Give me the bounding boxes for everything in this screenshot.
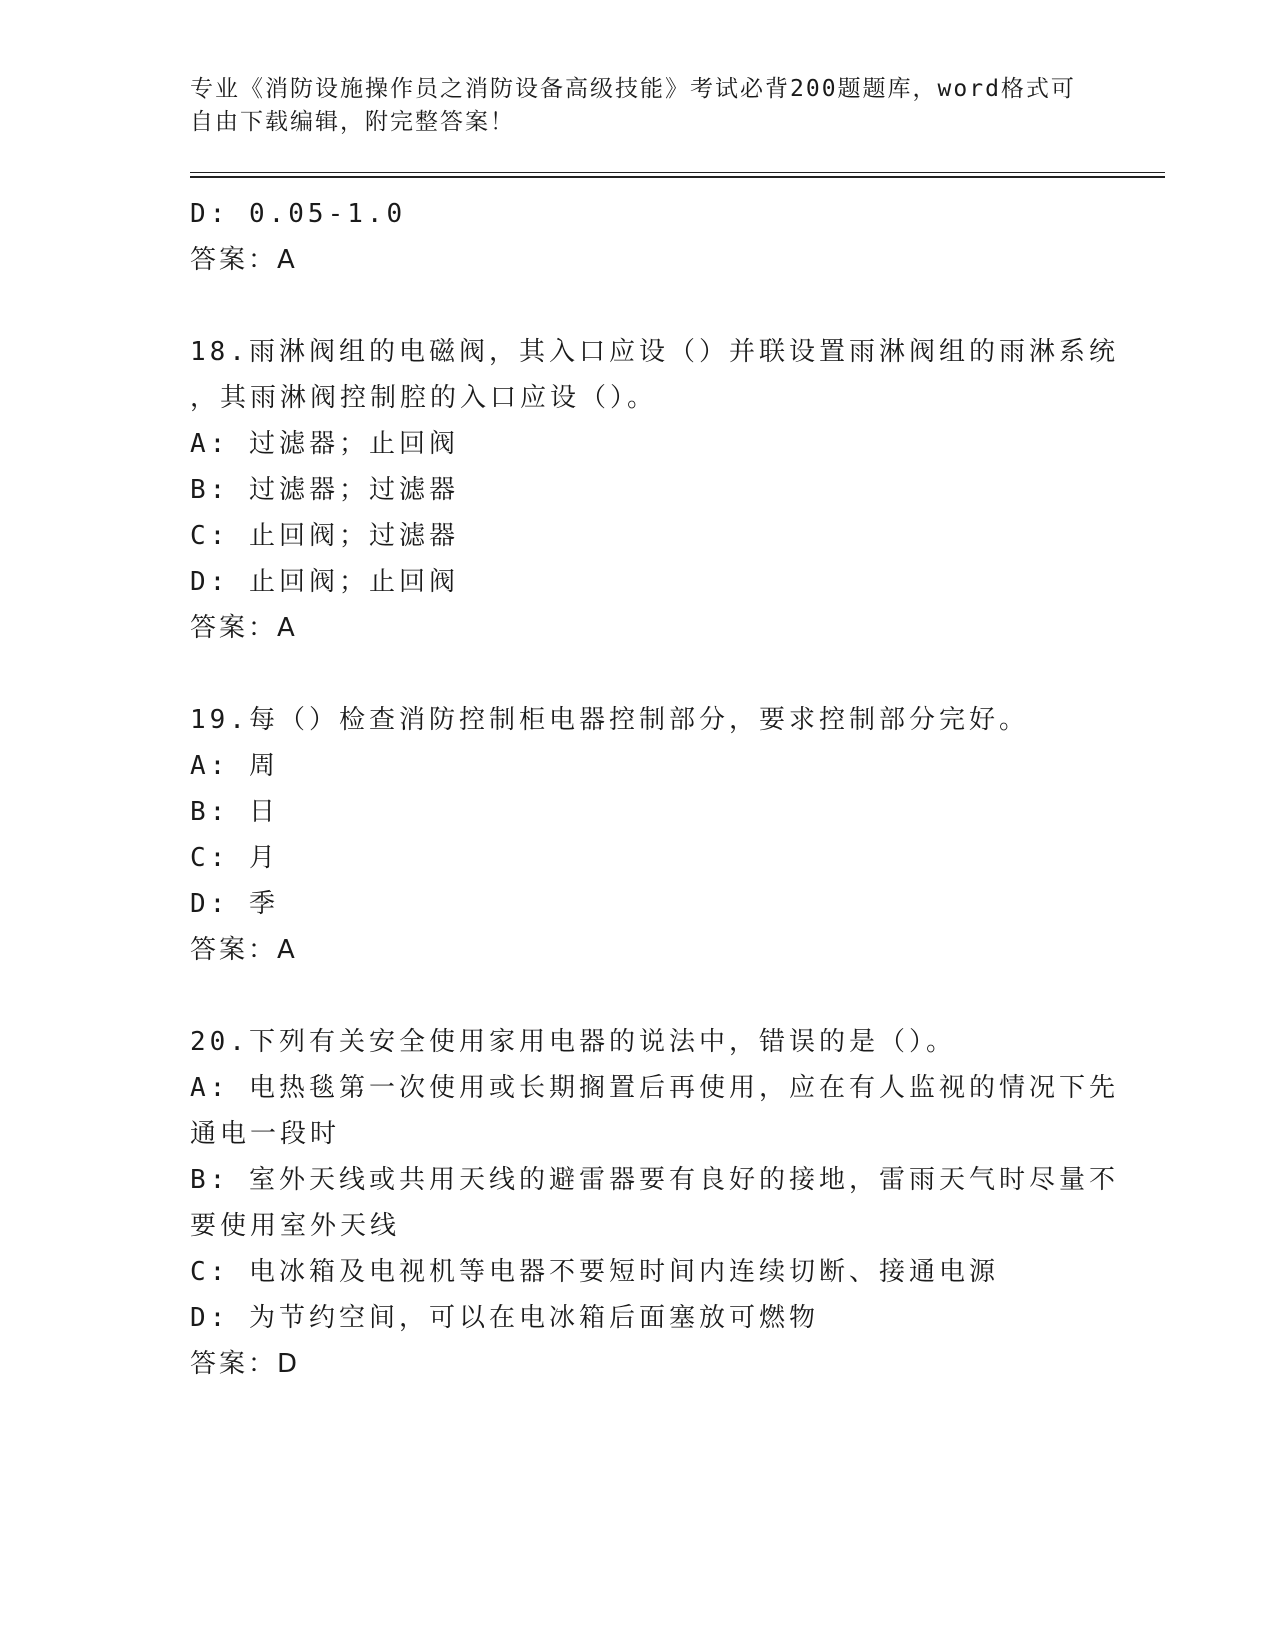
option-a-continued: 通电一段时 [190, 1119, 341, 1149]
option-b-continued: 要使用室外天线 [190, 1211, 401, 1241]
option-a: A: 电热毯第一次使用或长期搁置后再使用，应在有人监视的情况下先 [190, 1073, 1119, 1103]
question-19 [190, 697, 1090, 973]
option-b: B: 过滤器；过滤器 [190, 475, 459, 505]
answer-line: 答案：A [190, 613, 298, 643]
option-d: D: 季 [190, 889, 279, 919]
answer-line: 答案：A [190, 935, 298, 965]
question-content [190, 191, 1119, 1387]
header-rule-thick [190, 176, 1165, 178]
option-d: D: 为节约空间，可以在电冰箱后面塞放可燃物 [190, 1303, 819, 1333]
question-stem-continued: ，其雨淋阀控制腔的入口应设（）。 [190, 383, 658, 413]
previous-question-tail [190, 191, 1090, 283]
question-stem: 20.下列有关安全使用家用电器的说法中，错误的是（）。 [190, 1027, 956, 1057]
option-c: C: 止回阀；过滤器 [190, 521, 459, 551]
question-stem: 19.每（）检查消防控制柜电器控制部分，要求控制部分完好。 [190, 705, 1029, 735]
question-stem: 18.雨淋阀组的电磁阀，其入口应设（）并联设置雨淋阀组的雨淋系统 [190, 337, 1119, 367]
question-20 [190, 1019, 1119, 1387]
header-rule-thin [190, 172, 1165, 173]
option-c: C: 月 [190, 843, 279, 873]
option-d: D: 止回阀；止回阀 [190, 567, 459, 597]
answer-line: 答案：D [190, 1349, 301, 1379]
option-a: A: 周 [190, 751, 279, 781]
document-header [190, 73, 1090, 139]
option-d: D: 0.05-1.0 [190, 199, 407, 229]
answer-line: 答案：A [190, 245, 298, 275]
option-a: A: 过滤器；止回阀 [190, 429, 459, 459]
question-18 [190, 329, 1119, 651]
option-b: B: 室外天线或共用天线的避雷器要有良好的接地，雷雨天气时尽量不 [190, 1165, 1119, 1195]
header-line-1: 专业《消防设施操作员之消防设备高级技能》考试必背200题题库，word格式可 [190, 76, 1076, 102]
option-b: B: 日 [190, 797, 279, 827]
option-c: C: 电冰箱及电视机等电器不要短时间内连续切断、接通电源 [190, 1257, 999, 1287]
header-line-2: 自由下载编辑，附完整答案！ [190, 109, 515, 135]
